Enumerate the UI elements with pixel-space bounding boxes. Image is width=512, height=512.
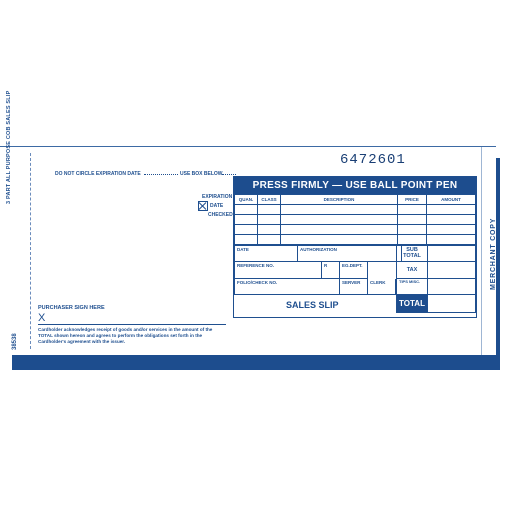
tax-label: TAX <box>396 262 428 279</box>
column-header-amount: AMOUNT <box>427 195 476 205</box>
sales-slip-title: SALES SLIP <box>286 300 339 310</box>
merchant-copy-label: MERCHANT COPY <box>490 217 497 290</box>
tips-misc-amount[interactable] <box>428 279 476 295</box>
eg-dept-field[interactable]: EG.DEPT. <box>340 262 368 279</box>
folio-check-number-field[interactable]: FOLIO/CHECK NO. <box>234 279 340 295</box>
column-header-price: PRICE <box>398 195 427 205</box>
sub-total-label: SUB TOTAL <box>396 245 428 262</box>
clerk-field[interactable]: CLERK <box>368 279 396 295</box>
server-field[interactable]: SERVER <box>340 279 368 295</box>
date-checked-checkbox[interactable] <box>198 201 208 211</box>
press-firmly-header: PRESS FIRMLY — USE BALL POINT PEN <box>234 177 476 194</box>
line-items-table <box>234 194 476 245</box>
perforation-line <box>30 153 31 349</box>
reference-number-field[interactable]: REFERENCE NO. <box>234 262 322 279</box>
column-header-description: DESCRIPTION <box>281 195 398 205</box>
dotted-leader-2 <box>222 174 236 175</box>
signature-line[interactable] <box>38 324 226 325</box>
authorization-field[interactable]: AUTHORIZATION <box>298 245 402 262</box>
serial-number: 6472601 <box>340 152 406 168</box>
tips-misc-label: TIPS MISC. <box>396 279 428 295</box>
checked-label: CHECKED <box>208 212 233 218</box>
date-label: DATE <box>210 203 224 209</box>
table-row[interactable] <box>235 205 476 215</box>
total-label: TOTAL <box>396 295 428 313</box>
column-header-class: CLASS <box>258 195 281 205</box>
transaction-info-area <box>234 245 476 339</box>
signature-x-mark: X <box>38 312 46 324</box>
date-field[interactable]: DATE <box>234 245 298 262</box>
expiration-label: EXPIRATION <box>202 194 233 200</box>
table-row[interactable] <box>235 235 476 245</box>
expiration-instruction: DO NOT CIRCLE EXPIRATION DATE <box>55 171 141 177</box>
column-header-quantity: QUAN. <box>235 195 258 205</box>
sub-total-amount[interactable] <box>428 245 476 262</box>
form-number: 38538 <box>12 333 18 350</box>
purchaser-sign-label: PURCHASER SIGN HERE <box>38 305 105 311</box>
r-field[interactable]: R <box>322 262 340 279</box>
transaction-form-grid <box>233 176 477 318</box>
cardholder-acknowledgement: Cardholder acknowledges receipt of goods and/or services in the amount of the TOTAL shown hereon and agrees to perform the obligations set forth in the Cardholder's agreement with the issuer. <box>38 327 213 344</box>
use-box-instruction: USE BOX BELOW <box>180 171 223 177</box>
form-type-vertical-label: 3 PART ALL PURPOSE COB SALES SLIP <box>6 90 12 204</box>
table-row[interactable] <box>235 225 476 235</box>
dotted-leader-1 <box>144 174 178 175</box>
expiration-date-checkbox-group[interactable] <box>198 194 233 219</box>
table-row[interactable] <box>235 215 476 225</box>
total-amount[interactable] <box>428 295 476 313</box>
tax-amount[interactable] <box>428 262 476 279</box>
